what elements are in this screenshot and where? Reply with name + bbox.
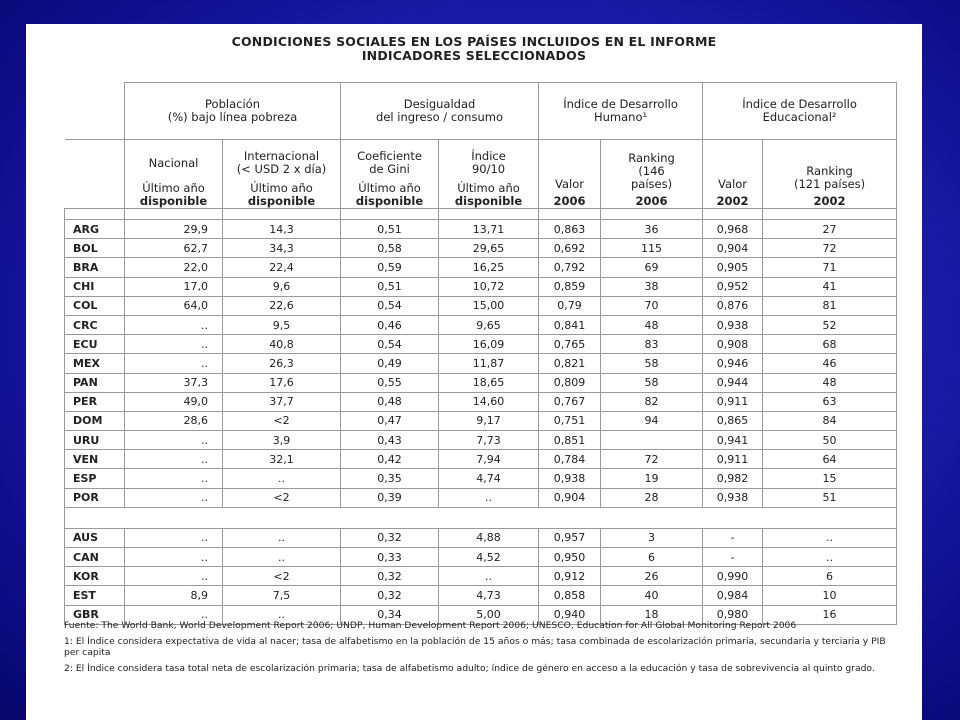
country-code-cell: CHI: [65, 277, 125, 296]
spacer-cell: [601, 209, 703, 220]
value-cell: 16: [763, 605, 897, 624]
value-cell: 0,59: [341, 258, 439, 277]
group-gap-row: [65, 507, 897, 528]
value-cell: ..: [223, 528, 341, 547]
value-cell: ..: [439, 488, 539, 507]
country-code-cell: VEN: [65, 450, 125, 469]
value-cell: ..: [223, 548, 341, 567]
value-cell: 7,5: [223, 586, 341, 605]
table-title: CONDICIONES SOCIALES EN LOS PAÍSES INCLUIDOS EN EL INFORME: [231, 34, 717, 49]
value-cell: 34,3: [223, 239, 341, 258]
value-cell: 17,6: [223, 373, 341, 392]
table-row: [65, 548, 897, 567]
value-cell: 0,912: [539, 567, 601, 586]
value-cell: 84: [763, 411, 897, 430]
value-cell: 28: [601, 488, 703, 507]
value-cell: ..: [125, 488, 223, 507]
value-cell: 68: [763, 335, 897, 354]
value-cell: 82: [601, 392, 703, 411]
value-cell: ..: [125, 354, 223, 373]
value-cell: 0,984: [703, 586, 763, 605]
value-cell: 0,51: [341, 277, 439, 296]
value-cell: 81: [763, 296, 897, 315]
value-cell: 18,65: [439, 373, 539, 392]
value-cell: 0,841: [539, 315, 601, 334]
value-cell: 4,73: [439, 586, 539, 605]
table-row: [65, 450, 897, 469]
value-cell: 0,49: [341, 354, 439, 373]
value-cell: 0,938: [703, 488, 763, 507]
value-cell: [601, 431, 703, 450]
table-row: [65, 567, 897, 586]
value-cell: 0,952: [703, 277, 763, 296]
value-cell: 64: [763, 450, 897, 469]
group-header-edi: Índice de Desarrollo Educacional²: [703, 83, 897, 140]
table-body: [65, 209, 897, 625]
footnote-2: 2: El Índice considera tasa total neta de escolarización primaria; tasa de alfabetismo adulto; índice de género en acceso a la educación y tasa de sobrevivencia al quinto grado.: [64, 663, 875, 674]
table-row: [65, 488, 897, 507]
value-cell: 0,851: [539, 431, 601, 450]
value-cell: 58: [601, 373, 703, 392]
footnotes: [64, 620, 900, 679]
value-cell: 0,32: [341, 567, 439, 586]
value-cell: 58: [601, 354, 703, 373]
value-cell: 0,54: [341, 335, 439, 354]
value-cell: 28,6: [125, 411, 223, 430]
group-header-hdi: Índice de Desarrollo Humano¹: [539, 83, 703, 140]
spacer-cell: [65, 209, 125, 220]
value-cell: 0,765: [539, 335, 601, 354]
spacer-row: [65, 209, 897, 220]
country-code-cell: BOL: [65, 239, 125, 258]
value-cell: 5,00: [439, 605, 539, 624]
value-cell: 0,904: [703, 239, 763, 258]
table-row: [65, 239, 897, 258]
value-cell: 37,3: [125, 373, 223, 392]
value-cell: 7,94: [439, 450, 539, 469]
table-row: [65, 586, 897, 605]
value-cell: 27: [763, 220, 897, 239]
value-cell: 0,51: [341, 220, 439, 239]
value-cell: 0,54: [341, 296, 439, 315]
value-cell: ..: [763, 528, 897, 547]
country-code-cell: PER: [65, 392, 125, 411]
col-header-nacional: Nacional Último año disponible: [125, 140, 223, 209]
value-cell: 4,52: [439, 548, 539, 567]
value-cell: 6: [763, 567, 897, 586]
value-cell: 36: [601, 220, 703, 239]
country-code-cell: AUS: [65, 528, 125, 547]
value-cell: 0,809: [539, 373, 601, 392]
value-cell: 15: [763, 469, 897, 488]
country-code-cell: ARG: [65, 220, 125, 239]
spacer-cell: [539, 209, 601, 220]
value-cell: 9,17: [439, 411, 539, 430]
value-cell: 10: [763, 586, 897, 605]
value-cell: 48: [601, 315, 703, 334]
value-cell: 32,1: [223, 450, 341, 469]
value-cell: 0,904: [539, 488, 601, 507]
spacer-cell: [703, 209, 763, 220]
table-row: [65, 277, 897, 296]
group-header-inequality: Desigualdad del ingreso / consumo: [341, 83, 539, 140]
value-cell: 29,9: [125, 220, 223, 239]
value-cell: ..: [125, 431, 223, 450]
value-cell: 70: [601, 296, 703, 315]
value-cell: 14,60: [439, 392, 539, 411]
country-code-cell: MEX: [65, 354, 125, 373]
value-cell: 0,751: [539, 411, 601, 430]
spacer-cell: [763, 209, 897, 220]
value-cell: 0,32: [341, 528, 439, 547]
value-cell: 0,48: [341, 392, 439, 411]
value-cell: ..: [439, 567, 539, 586]
value-cell: 16,25: [439, 258, 539, 277]
header-corner: [65, 83, 125, 140]
country-code-cell: KOR: [65, 567, 125, 586]
value-cell: 29,65: [439, 239, 539, 258]
value-cell: 3: [601, 528, 703, 547]
value-cell: 40: [601, 586, 703, 605]
table-row: [65, 354, 897, 373]
value-cell: 0,33: [341, 548, 439, 567]
value-cell: 0,39: [341, 488, 439, 507]
value-cell: 0,940: [539, 605, 601, 624]
value-cell: -: [703, 528, 763, 547]
value-cell: 13,71: [439, 220, 539, 239]
value-cell: 18: [601, 605, 703, 624]
value-cell: 38: [601, 277, 703, 296]
value-cell: 52: [763, 315, 897, 334]
value-cell: 51: [763, 488, 897, 507]
value-cell: 0,980: [703, 605, 763, 624]
table-row: [65, 296, 897, 315]
value-cell: 71: [763, 258, 897, 277]
col-header-internacional: Internacional (< USD 2 x día) Último año disponible: [223, 140, 341, 209]
country-code-cell: DOM: [65, 411, 125, 430]
value-cell: 0,863: [539, 220, 601, 239]
value-cell: 0,55: [341, 373, 439, 392]
value-cell: 0,821: [539, 354, 601, 373]
country-code-cell: ESP: [65, 469, 125, 488]
value-cell: 16,09: [439, 335, 539, 354]
value-cell: 7,73: [439, 431, 539, 450]
value-cell: 22,6: [223, 296, 341, 315]
value-cell: ..: [125, 548, 223, 567]
value-cell: 0,905: [703, 258, 763, 277]
value-cell: ..: [125, 335, 223, 354]
value-cell: 0,859: [539, 277, 601, 296]
value-cell: 64,0: [125, 296, 223, 315]
value-cell: 0,792: [539, 258, 601, 277]
country-code-cell: CAN: [65, 548, 125, 567]
col-header-edi-value: Valor 2002: [703, 140, 763, 209]
value-cell: 72: [601, 450, 703, 469]
social-indicators-table: [64, 82, 897, 625]
value-cell: 0,946: [703, 354, 763, 373]
value-cell: 0,968: [703, 220, 763, 239]
value-cell: 0,79: [539, 296, 601, 315]
table-row: [65, 392, 897, 411]
value-cell: 46: [763, 354, 897, 373]
value-cell: 10,72: [439, 277, 539, 296]
value-cell: 0,950: [539, 548, 601, 567]
value-cell: 0,35: [341, 469, 439, 488]
value-cell: 9,5: [223, 315, 341, 334]
value-cell: 0,990: [703, 567, 763, 586]
table-row: [65, 373, 897, 392]
value-cell: 0,858: [539, 586, 601, 605]
value-cell: 19: [601, 469, 703, 488]
value-cell: 49,0: [125, 392, 223, 411]
value-cell: 0,944: [703, 373, 763, 392]
value-cell: 0,34: [341, 605, 439, 624]
value-cell: <2: [223, 567, 341, 586]
value-cell: 41: [763, 277, 897, 296]
value-cell: ..: [223, 605, 341, 624]
country-code-cell: BRA: [65, 258, 125, 277]
value-cell: 37,7: [223, 392, 341, 411]
value-cell: 0,784: [539, 450, 601, 469]
value-cell: ..: [125, 528, 223, 547]
value-cell: 0,42: [341, 450, 439, 469]
value-cell: 0,767: [539, 392, 601, 411]
country-code-cell: CRC: [65, 315, 125, 334]
value-cell: 72: [763, 239, 897, 258]
value-cell: 94: [601, 411, 703, 430]
value-cell: 17,0: [125, 277, 223, 296]
value-cell: 15,00: [439, 296, 539, 315]
col-header-edi-ranking: Ranking (121 países) 2002: [763, 140, 897, 209]
value-cell: 0,982: [703, 469, 763, 488]
value-cell: 0,43: [341, 431, 439, 450]
value-cell: 0,908: [703, 335, 763, 354]
value-cell: 63: [763, 392, 897, 411]
country-code-cell: ECU: [65, 335, 125, 354]
value-cell: <2: [223, 488, 341, 507]
value-cell: 40,8: [223, 335, 341, 354]
value-cell: 9,6: [223, 277, 341, 296]
country-code-cell: COL: [65, 296, 125, 315]
value-cell: 0,876: [703, 296, 763, 315]
col-header-gini: Coeficiente de Gini Último año disponible: [341, 140, 439, 209]
value-cell: 3,9: [223, 431, 341, 450]
value-cell: 83: [601, 335, 703, 354]
value-cell: 8,9: [125, 586, 223, 605]
group-header-poverty: Población (%) bajo línea pobreza: [125, 83, 341, 140]
table-row: [65, 469, 897, 488]
value-cell: 0,32: [341, 586, 439, 605]
table-subtitle: INDICADORES SELECCIONADOS: [361, 48, 587, 63]
value-cell: 0,911: [703, 450, 763, 469]
footnote-1: 1: El Índice considera expectativa de vida al nacer; tasa de alfabetismo en la población de 15 años o más; tasa combinada de escolarización primaria, secundaria y terciaria y PIB per capita: [64, 636, 886, 658]
country-code-cell: GBR: [65, 605, 125, 624]
value-cell: 6: [601, 548, 703, 567]
table-row: [65, 315, 897, 334]
group-gap-cell: [65, 507, 897, 528]
value-cell: ..: [125, 315, 223, 334]
value-cell: ..: [125, 605, 223, 624]
document-page: [26, 24, 922, 720]
table-row: [65, 411, 897, 430]
value-cell: 11,87: [439, 354, 539, 373]
country-code-cell: URU: [65, 431, 125, 450]
footnote-source: Fuente: The World Bank, World Development Report 2006; UNDP, Human Development Report 2006; UNESCO, Education for All Global Monitoring Report 2006: [64, 620, 797, 631]
table-row: [65, 220, 897, 239]
col-header-hdi-ranking: Ranking (146 países) 2006: [601, 140, 703, 209]
value-cell: 0,692: [539, 239, 601, 258]
value-cell: 14,3: [223, 220, 341, 239]
value-cell: 0,911: [703, 392, 763, 411]
col-header-index-90-10: Índice 90/10 Último año disponible: [439, 140, 539, 209]
value-cell: 0,938: [703, 315, 763, 334]
col-header-hdi-value: Valor 2006: [539, 140, 601, 209]
value-cell: <2: [223, 411, 341, 430]
table-row: [65, 528, 897, 547]
value-cell: 22,4: [223, 258, 341, 277]
country-code-cell: PAN: [65, 373, 125, 392]
value-cell: 0,46: [341, 315, 439, 334]
value-cell: 0,938: [539, 469, 601, 488]
value-cell: 50: [763, 431, 897, 450]
table-row: [65, 335, 897, 354]
value-cell: ..: [125, 567, 223, 586]
country-code-cell: EST: [65, 586, 125, 605]
value-cell: -: [703, 548, 763, 567]
table-row: [65, 258, 897, 277]
value-cell: 26: [601, 567, 703, 586]
value-cell: 115: [601, 239, 703, 258]
value-cell: 4,74: [439, 469, 539, 488]
value-cell: ..: [125, 450, 223, 469]
spacer-cell: [125, 209, 223, 220]
value-cell: 26,3: [223, 354, 341, 373]
spacer-cell: [341, 209, 439, 220]
value-cell: ..: [125, 469, 223, 488]
value-cell: 0,865: [703, 411, 763, 430]
value-cell: 0,47: [341, 411, 439, 430]
value-cell: 0,941: [703, 431, 763, 450]
value-cell: ..: [223, 469, 341, 488]
header-corner-2: [65, 140, 125, 209]
table-row: [65, 431, 897, 450]
value-cell: ..: [763, 548, 897, 567]
value-cell: 9,65: [439, 315, 539, 334]
value-cell: 0,58: [341, 239, 439, 258]
value-cell: 69: [601, 258, 703, 277]
value-cell: 48: [763, 373, 897, 392]
value-cell: 62,7: [125, 239, 223, 258]
spacer-cell: [223, 209, 341, 220]
value-cell: 22,0: [125, 258, 223, 277]
value-cell: 0,957: [539, 528, 601, 547]
value-cell: 4,88: [439, 528, 539, 547]
country-code-cell: POR: [65, 488, 125, 507]
spacer-cell: [439, 209, 539, 220]
